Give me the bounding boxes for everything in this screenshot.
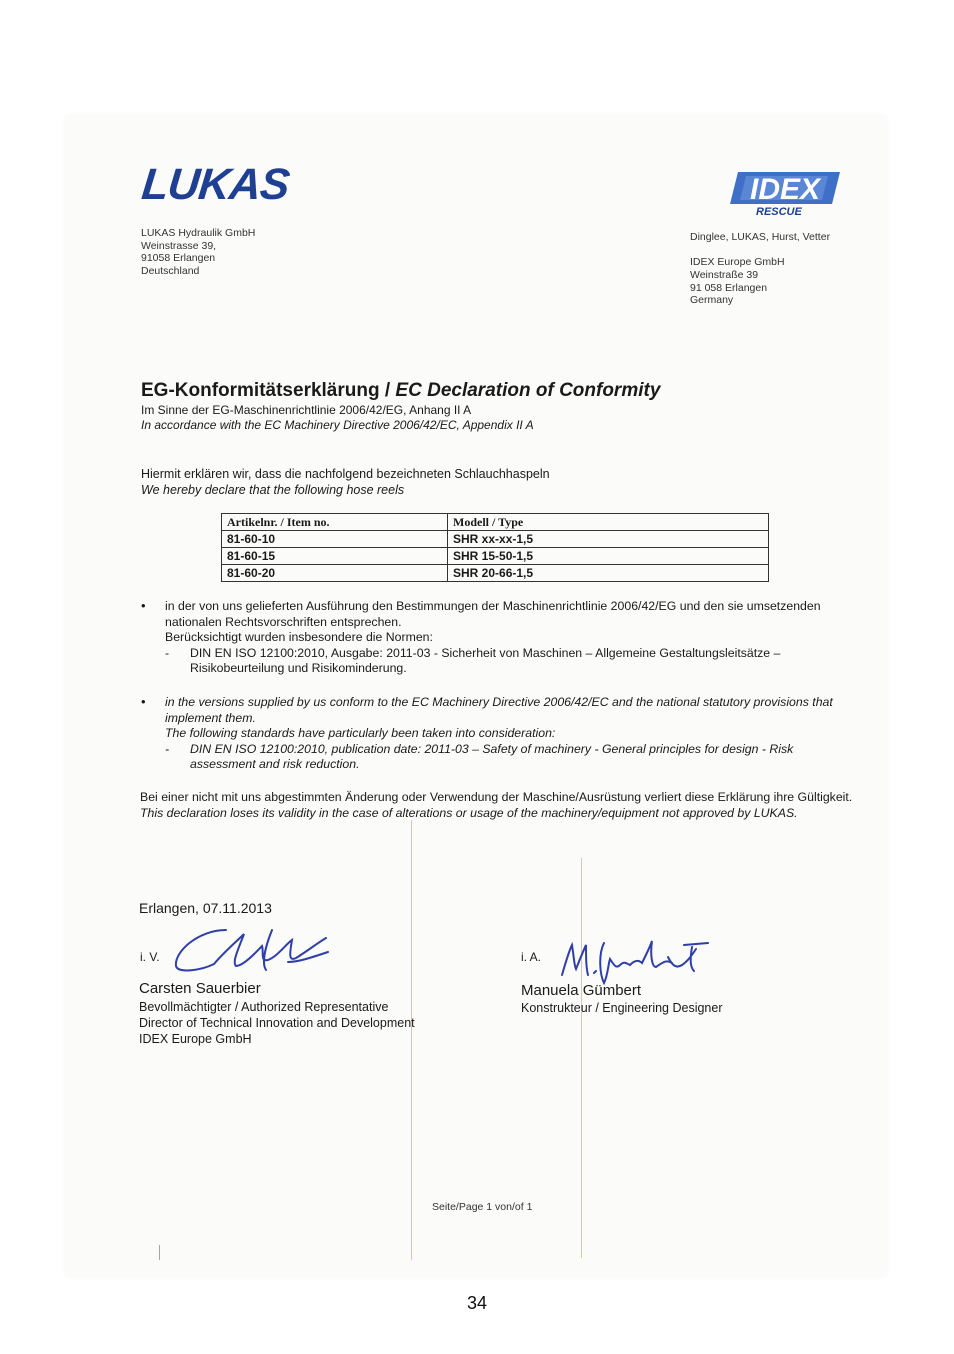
page-number: 34: [466, 1293, 488, 1313]
type-cell: SHR 20-66-1,5: [448, 565, 769, 582]
idex-logo-text: IDEX: [749, 173, 821, 206]
brand-names: Dinglee, LUKAS, Hurst, Vetter: [690, 231, 831, 243]
bullet-marker: •: [141, 598, 146, 613]
intro-german: Hiermit erklären wir, dass die nachfolgend bezeichneten Schlauchhaspeln: [141, 467, 550, 481]
signer-title-line: Bevollmächtigter / Authorized Representative: [139, 1000, 389, 1014]
place-date: Erlangen, 07.11.2013: [139, 900, 272, 916]
table-row: [222, 565, 769, 582]
recipient-line: Germany: [690, 294, 734, 307]
column-header-type: Modell / Type: [448, 514, 769, 531]
signer-title-line: Konstrukteur / Engineering Designer: [521, 1001, 723, 1015]
recipient-line: 91 058 Erlangen: [690, 281, 768, 294]
recipient-address: [690, 256, 785, 307]
sender-line: Deutschland: [141, 264, 200, 277]
directive-reference: [141, 403, 534, 432]
item-no-cell: 81-60-10: [222, 531, 448, 548]
scan-line: [581, 858, 582, 1258]
signature-guembert: [556, 935, 716, 987]
validity-german: Bei einer nicht mit uns abgestimmten Änderung oder Verwendung der Maschine/Ausrüstung verliert diese Erklärung ihre Gültigkeit.: [140, 790, 853, 804]
standard-german-text: DIN EN ISO 12100:2010, Ausgabe: 2011-03 - Sicherheit von Maschinen – Allgemeine Gestaltungsleitsätze – Risikobeurteilung und Risikominderung.: [190, 645, 781, 675]
standards-intro-german: Berücksichtigt wurden insbesondere die Normen:: [165, 630, 433, 644]
title-english: EC Declaration of Conformity: [395, 380, 661, 401]
item-no-cell: 81-60-20: [222, 565, 448, 582]
product-table: [221, 513, 769, 582]
subtitle-english: In accordance with the EC Machinery Directive 2006/42/EC, Appendix II A: [141, 417, 534, 432]
signature-sauerbier: [168, 922, 333, 978]
signer-titles: [521, 1000, 723, 1016]
validity-english: This declaration loses its validity in the case of alterations or usage of the machinery/equipment not approved by LUKAS.: [140, 805, 798, 820]
sender-line: Weinstrasse 39,: [141, 239, 217, 252]
type-cell: SHR 15-50-1,5: [448, 548, 769, 565]
signer-title-line: Director of Technical Innovation and Development: [139, 1016, 415, 1030]
intro-text: [141, 466, 550, 498]
signer-name: Manuela Gümbert: [521, 982, 642, 999]
signer-titles: [139, 999, 415, 1047]
sender-line: LUKAS Hydraulik GmbH: [141, 227, 256, 239]
bullet-marker: •: [141, 694, 146, 709]
table-header-row: [222, 514, 769, 531]
validity-notice: [140, 790, 855, 821]
title-german: EG-Konformitätserklärung /: [141, 380, 396, 401]
scan-line: [159, 1245, 160, 1260]
dash-marker: -: [165, 741, 170, 756]
signature-prefix: i. V.: [140, 950, 160, 964]
page-indicator: Seite/Page 1 von/of 1: [432, 1201, 533, 1213]
recipient-line: Weinstraße 39: [690, 268, 759, 281]
lukas-logo: LUKAS: [139, 160, 292, 209]
signature-prefix: i. A.: [521, 950, 542, 964]
dash-marker: -: [165, 645, 170, 660]
item-no-cell: 81-60-15: [222, 548, 448, 565]
page-title: [141, 380, 660, 402]
idex-logo: [728, 170, 846, 206]
table-row: [222, 531, 769, 548]
column-header-item-no: Artikelnr. / Item no.: [222, 514, 448, 531]
signer-name: Carsten Sauerbier: [139, 980, 261, 997]
conformity-english-text: in the versions supplied by us conform to the EC Machinery Directive 2006/42/EC and the national statutory provisions that implement them.: [165, 695, 833, 725]
standard-english: [165, 742, 845, 773]
subtitle-german: Im Sinne der EG-Maschinenrichtlinie 2006/42/EG, Anhang II A: [141, 403, 472, 417]
standards-intro-english: The following standards have particularly been taken into consideration:: [165, 726, 556, 740]
signer-title-line: IDEX Europe GmbH: [139, 1032, 252, 1046]
type-cell: SHR xx-xx-1,5: [448, 531, 769, 548]
standard-german: [165, 646, 850, 677]
intro-english: We hereby declare that the following hose reels: [141, 483, 405, 497]
sender-address: [141, 227, 255, 277]
table-row: [222, 548, 769, 565]
recipient-line: IDEX Europe GmbH: [690, 256, 785, 268]
sender-line: 91058 Erlangen: [141, 252, 216, 264]
idex-rescue-label: RESCUE: [756, 206, 802, 218]
conformity-german: [165, 599, 850, 677]
conformity-english: [165, 695, 845, 773]
standard-english-text: DIN EN ISO 12100:2010, publication date: 2011-03 – Safety of machinery - General principles for design - Risk assessment and risk reduction.: [190, 741, 794, 771]
conformity-german-text: in der von uns gelieferten Ausführung den Bestimmungen der Maschinenrichtlinie 2006/42/EG und den sie umsetzenden nationalen Rechtsvorschriften entsprechen.: [165, 599, 821, 629]
